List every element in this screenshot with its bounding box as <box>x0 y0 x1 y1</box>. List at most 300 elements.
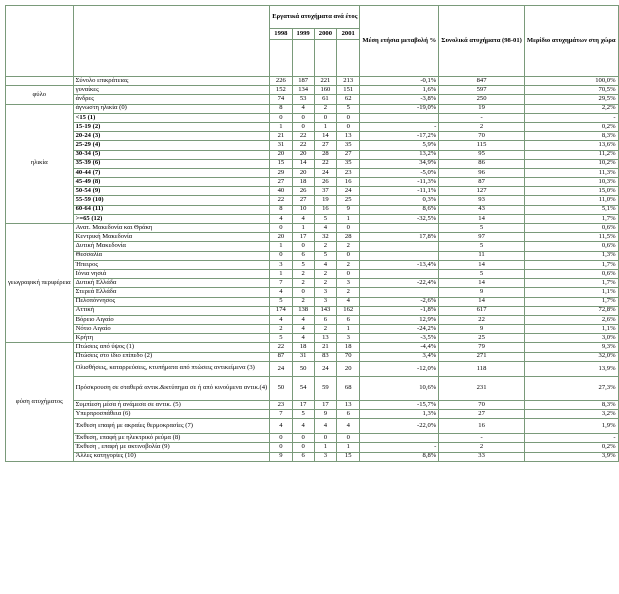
avg-change-value: -5,0% <box>360 168 439 177</box>
row-label: Ανατ. Μακεδονία και Θράκη <box>73 224 270 233</box>
year-value: 2 <box>314 279 336 288</box>
row-label: άγνωστη ηλικία (0) <box>73 104 270 113</box>
table-row <box>6 434 619 443</box>
total-value: 14 <box>439 214 525 223</box>
table-row <box>6 205 619 214</box>
year-value: 0 <box>270 224 292 233</box>
avg-change-value: -2,6% <box>360 297 439 306</box>
year-value: 18 <box>337 343 360 352</box>
year-value: 0 <box>314 434 336 443</box>
year-value: 8 <box>270 104 292 113</box>
share-value: 3,0% <box>524 334 618 343</box>
year-value: 1 <box>337 214 360 223</box>
year-value: 25 <box>337 196 360 205</box>
table-row <box>6 104 619 113</box>
header-year: 1999 <box>292 29 314 40</box>
year-value: 1 <box>270 242 292 251</box>
row-label: 15-19 (2) <box>73 122 270 131</box>
accident-table <box>5 5 619 462</box>
year-value: 7 <box>270 279 292 288</box>
header-year: 1998 <box>270 29 292 40</box>
year-value: 6 <box>292 251 314 260</box>
header-row-1 <box>6 6 619 29</box>
year-value: 22 <box>314 159 336 168</box>
table-row <box>6 452 619 461</box>
year-value: 4 <box>292 419 314 434</box>
table-row <box>6 297 619 306</box>
year-value: 3 <box>314 288 336 297</box>
avg-change-value: 8,8% <box>360 452 439 461</box>
year-value: 87 <box>270 352 292 361</box>
share-value: 2,6% <box>524 315 618 324</box>
avg-change-value: -11,3% <box>360 178 439 187</box>
year-value: 0 <box>337 269 360 278</box>
year-value: 3 <box>337 334 360 343</box>
share-value: 8,3% <box>524 132 618 141</box>
row-label: άνδρες <box>73 95 270 104</box>
year-value: 0 <box>292 288 314 297</box>
year-value: 59 <box>314 376 336 400</box>
year-value: 18 <box>292 343 314 352</box>
table-row <box>6 77 619 86</box>
year-value: 31 <box>270 141 292 150</box>
total-value: 115 <box>439 141 525 150</box>
year-value: 28 <box>314 150 336 159</box>
total-value: 27 <box>439 410 525 419</box>
share-value: 9,3% <box>524 343 618 352</box>
total-value: 97 <box>439 233 525 242</box>
avg-change-value <box>360 434 439 443</box>
total-value: 2 <box>439 122 525 131</box>
header-avg-change: Μέση ετήσια μεταβολή % <box>360 6 439 77</box>
total-value: 2 <box>439 443 525 452</box>
avg-change-value: -17,2% <box>360 132 439 141</box>
year-value: 3 <box>314 297 336 306</box>
year-value: 5 <box>314 251 336 260</box>
year-value: 4 <box>314 224 336 233</box>
share-value: 1,3% <box>524 251 618 260</box>
year-value: 2 <box>314 104 336 113</box>
year-value: 5 <box>292 410 314 419</box>
year-value: 20 <box>292 168 314 177</box>
year-value: 15 <box>270 159 292 168</box>
header-year: 2001 <box>337 29 360 40</box>
table-row <box>6 233 619 242</box>
row-label: Δυτική Μακεδονία <box>73 242 270 251</box>
year-value: 9 <box>270 452 292 461</box>
avg-change-value: -0,1% <box>360 77 439 86</box>
row-label: γυναίκες <box>73 86 270 95</box>
year-value: 23 <box>270 400 292 409</box>
row-label: 25-29 (4) <box>73 141 270 150</box>
year-value: 2 <box>270 325 292 334</box>
table-row <box>6 279 619 288</box>
year-value: 32 <box>314 233 336 242</box>
row-label: Πτώσεις στο ίδιο επίπεδο (2) <box>73 352 270 361</box>
share-value: 70,5% <box>524 86 618 95</box>
year-value: 2 <box>292 297 314 306</box>
total-value: 9 <box>439 325 525 334</box>
avg-change-value <box>360 269 439 278</box>
avg-change-value: -1,8% <box>360 306 439 315</box>
share-value: 11,2% <box>524 150 618 159</box>
category-label: φύλο <box>6 86 74 104</box>
year-value: 27 <box>270 178 292 187</box>
year-value: 35 <box>337 141 360 150</box>
row-label: 40-44 (7) <box>73 168 270 177</box>
year-value: 28 <box>337 233 360 242</box>
year-value: 5 <box>292 260 314 269</box>
year-value: 2 <box>337 260 360 269</box>
table-row <box>6 419 619 434</box>
table-row <box>6 113 619 122</box>
year-value: 1 <box>292 224 314 233</box>
share-value: 27,3% <box>524 376 618 400</box>
year-value: 213 <box>337 77 360 86</box>
year-value: 2 <box>292 269 314 278</box>
row-label: Σύνολο επικράτειας <box>73 77 270 86</box>
share-value: 0,6% <box>524 224 618 233</box>
year-value: 24 <box>314 361 336 376</box>
year-value: 6 <box>292 452 314 461</box>
table-row <box>6 306 619 315</box>
year-value: 143 <box>314 306 336 315</box>
table-row <box>6 269 619 278</box>
total-value: 231 <box>439 376 525 400</box>
year-value: 16 <box>314 205 336 214</box>
year-value: 1 <box>270 122 292 131</box>
year-value: 18 <box>292 178 314 187</box>
header-share: Μερίδιο ατυχημάτων στη χώρα <box>524 6 618 77</box>
year-value: 37 <box>314 187 336 196</box>
avg-change-value: -11,1% <box>360 187 439 196</box>
year-value: 3 <box>337 279 360 288</box>
total-value: 87 <box>439 178 525 187</box>
year-value: 31 <box>292 352 314 361</box>
share-value: 1,9% <box>524 419 618 434</box>
year-value: 22 <box>270 196 292 205</box>
year-value: 0 <box>292 113 314 122</box>
year-value: 68 <box>337 376 360 400</box>
year-value: 0 <box>337 122 360 131</box>
row-label: Θεσσαλία <box>73 251 270 260</box>
year-value: 4 <box>314 260 336 269</box>
table-row <box>6 196 619 205</box>
year-value: 226 <box>270 77 292 86</box>
year-value: 0 <box>270 443 292 452</box>
year-value: 2 <box>314 325 336 334</box>
avg-change-value: -13,4% <box>360 260 439 269</box>
table-row <box>6 288 619 297</box>
year-value: 6 <box>337 315 360 324</box>
year-value: 22 <box>292 141 314 150</box>
year-value: 4 <box>270 288 292 297</box>
year-value: 13 <box>337 132 360 141</box>
row-label: <15 (1) <box>73 113 270 122</box>
total-value: - <box>439 434 525 443</box>
year-value: 0 <box>292 122 314 131</box>
total-value: 118 <box>439 361 525 376</box>
year-value: 162 <box>337 306 360 315</box>
year-value: 174 <box>270 306 292 315</box>
row-label: Πτώσεις από ύψος (1) <box>73 343 270 352</box>
year-value: 9 <box>314 410 336 419</box>
year-value: 221 <box>314 77 336 86</box>
year-value: 4 <box>292 104 314 113</box>
share-value: 11,3% <box>524 168 618 177</box>
year-value: 4 <box>270 214 292 223</box>
avg-change-value: 1,6% <box>360 86 439 95</box>
table-row <box>6 224 619 233</box>
total-value: 847 <box>439 77 525 86</box>
table-row <box>6 178 619 187</box>
total-value: 95 <box>439 150 525 159</box>
year-value: 17 <box>292 400 314 409</box>
category-label: ηλικία <box>6 104 74 223</box>
table-row <box>6 352 619 361</box>
total-value: 86 <box>439 159 525 168</box>
avg-change-value: -24,2% <box>360 325 439 334</box>
table-row <box>6 168 619 177</box>
avg-change-value: 0,3% <box>360 196 439 205</box>
row-label: 55-59 (10) <box>73 196 270 205</box>
year-value: 7 <box>270 410 292 419</box>
table-row <box>6 95 619 104</box>
avg-change-value: -4,4% <box>360 343 439 352</box>
total-value: 271 <box>439 352 525 361</box>
share-value: 1,7% <box>524 297 618 306</box>
share-value: 8,3% <box>524 400 618 409</box>
avg-change-value: 13,2% <box>360 150 439 159</box>
row-label: Νότιο Αιγαίο <box>73 325 270 334</box>
total-value: 22 <box>439 315 525 324</box>
year-value: 4 <box>337 419 360 434</box>
row-label: Έκθεση, επαφή με ηλεκτρικό ρεύμα (8) <box>73 434 270 443</box>
total-value: 43 <box>439 205 525 214</box>
avg-change-value: 12,9% <box>360 315 439 324</box>
year-value: 6 <box>337 410 360 419</box>
row-label: Στερεά Ελλάδα <box>73 288 270 297</box>
total-value: 9 <box>439 288 525 297</box>
avg-change-value: 10,6% <box>360 376 439 400</box>
year-value: 15 <box>337 452 360 461</box>
share-value: - <box>524 434 618 443</box>
table-row <box>6 325 619 334</box>
row-label: Άλλες κατηγορίες (10) <box>73 452 270 461</box>
category-label <box>6 77 74 86</box>
year-value: 1 <box>337 443 360 452</box>
year-value: 54 <box>292 376 314 400</box>
share-value: 32,0% <box>524 352 618 361</box>
year-value: 5 <box>314 214 336 223</box>
year-value: 0 <box>270 113 292 122</box>
avg-change-value: - <box>360 122 439 131</box>
year-value: 20 <box>292 150 314 159</box>
year-value: 0 <box>337 113 360 122</box>
row-label: Ολισθήσεις, καταρρεύσεις, κτυπήματα από πτώσεις αντικείμενα (3) <box>73 361 270 376</box>
year-value: 1 <box>314 443 336 452</box>
share-value: 1,1% <box>524 325 618 334</box>
year-value: 4 <box>292 315 314 324</box>
year-value: 1 <box>314 122 336 131</box>
total-value: 33 <box>439 452 525 461</box>
row-label: Ιόνια νησιά <box>73 269 270 278</box>
table-row <box>6 150 619 159</box>
category-label: φύση ατυχήματος <box>6 343 74 461</box>
share-value: 2,2% <box>524 104 618 113</box>
year-value: 70 <box>337 352 360 361</box>
year-value: 21 <box>314 343 336 352</box>
avg-change-value: -3,8% <box>360 95 439 104</box>
avg-change-value: 1,3% <box>360 410 439 419</box>
row-label: Κρήτη <box>73 334 270 343</box>
year-value: 50 <box>270 376 292 400</box>
row-label: Έκθεση επαφή με ακραίες θερμοκρασίες (7) <box>73 419 270 434</box>
year-value: 4 <box>314 419 336 434</box>
share-value: 5,1% <box>524 205 618 214</box>
row-label: Ήπειρος <box>73 260 270 269</box>
row-label: 30-34 (5) <box>73 150 270 159</box>
year-value: 24 <box>314 168 336 177</box>
year-value: 0 <box>292 443 314 452</box>
year-value: 1 <box>337 325 360 334</box>
year-value: 14 <box>292 159 314 168</box>
total-value: 14 <box>439 297 525 306</box>
avg-change-value: -32,5% <box>360 214 439 223</box>
year-value: 3 <box>270 260 292 269</box>
year-value: 4 <box>292 334 314 343</box>
year-value: 160 <box>314 86 336 95</box>
avg-change-value: -15,7% <box>360 400 439 409</box>
share-value: 11,0% <box>524 196 618 205</box>
row-label: 60-64 (11) <box>73 205 270 214</box>
year-value: 4 <box>337 297 360 306</box>
share-value: 0,6% <box>524 269 618 278</box>
total-value: 5 <box>439 269 525 278</box>
year-value: 2 <box>314 242 336 251</box>
row-label: 20-24 (3) <box>73 132 270 141</box>
table-row <box>6 242 619 251</box>
table-row <box>6 361 619 376</box>
row-label: Πρόσκρουση σε σταθερά αντικ.&κτύπημα σε ή από κινούμενα αντικ.(4) <box>73 376 270 400</box>
year-value: 16 <box>337 178 360 187</box>
spreadsheet <box>5 5 619 462</box>
header-total: Συνολικά ατυχήματα (98-01) <box>439 6 525 77</box>
total-value: - <box>439 113 525 122</box>
table-row <box>6 141 619 150</box>
avg-change-value: 34,9% <box>360 159 439 168</box>
year-value: 5 <box>270 334 292 343</box>
year-value: 0 <box>270 251 292 260</box>
avg-change-value: 3,4% <box>360 352 439 361</box>
year-value: 4 <box>270 419 292 434</box>
year-value: 26 <box>314 178 336 187</box>
avg-change-value <box>360 224 439 233</box>
table-row <box>6 132 619 141</box>
table-row <box>6 187 619 196</box>
year-value: 0 <box>292 434 314 443</box>
share-value: 13,9% <box>524 361 618 376</box>
year-value: 2 <box>314 269 336 278</box>
year-value: 1 <box>270 269 292 278</box>
header-group-title: Εργατικά ατυχήματα ανά έτος <box>270 6 360 29</box>
table-row <box>6 443 619 452</box>
share-value: 0,6% <box>524 242 618 251</box>
total-value: 19 <box>439 104 525 113</box>
avg-change-value <box>360 251 439 260</box>
year-value: 20 <box>270 233 292 242</box>
year-value: 27 <box>337 150 360 159</box>
share-value: 3,9% <box>524 452 618 461</box>
header-year: 2000 <box>314 29 336 40</box>
total-value: 127 <box>439 187 525 196</box>
year-value: 0 <box>337 434 360 443</box>
year-value: 35 <box>337 159 360 168</box>
year-value: 24 <box>270 361 292 376</box>
row-label: Συμπίεση μέσα ή ανάμεσα σε αντικ. (5) <box>73 400 270 409</box>
year-value: 27 <box>314 141 336 150</box>
total-value: 70 <box>439 400 525 409</box>
year-value: 19 <box>314 196 336 205</box>
year-value: 22 <box>270 343 292 352</box>
row-label: Βόρειο Αιγαίο <box>73 315 270 324</box>
row-label: Πελοπόννησος <box>73 297 270 306</box>
share-value: 15,0% <box>524 187 618 196</box>
year-value: 20 <box>270 150 292 159</box>
row-label: 50-54 (9) <box>73 187 270 196</box>
share-value: 3,2% <box>524 410 618 419</box>
year-value: 5 <box>270 297 292 306</box>
year-value: 24 <box>337 187 360 196</box>
year-value: 40 <box>270 187 292 196</box>
year-value: 13 <box>314 334 336 343</box>
year-value: 9 <box>337 205 360 214</box>
year-value: 26 <box>292 187 314 196</box>
year-value: 14 <box>314 132 336 141</box>
total-value: 96 <box>439 168 525 177</box>
header-empty-label <box>73 6 270 77</box>
avg-change-value: 17,8% <box>360 233 439 242</box>
year-value: 4 <box>292 325 314 334</box>
avg-change-value: -22,0% <box>360 419 439 434</box>
year-value: 3 <box>314 452 336 461</box>
row-label: Δυτική Ελλάδα <box>73 279 270 288</box>
total-value: 16 <box>439 419 525 434</box>
year-value: 62 <box>337 95 360 104</box>
year-value: 22 <box>292 132 314 141</box>
share-value: 13,6% <box>524 141 618 150</box>
table-row <box>6 159 619 168</box>
row-label: 35-39 (6) <box>73 159 270 168</box>
total-value: 70 <box>439 132 525 141</box>
table-row <box>6 343 619 352</box>
total-value: 617 <box>439 306 525 315</box>
year-value: 2 <box>337 288 360 297</box>
share-value: 1,7% <box>524 260 618 269</box>
year-value: 50 <box>292 361 314 376</box>
share-value: 1,7% <box>524 279 618 288</box>
row-label: Υπερπροσπάθεια (6) <box>73 410 270 419</box>
total-value: 5 <box>439 224 525 233</box>
avg-change-value: -19,0% <box>360 104 439 113</box>
year-value: 2 <box>337 242 360 251</box>
year-value: 20 <box>337 361 360 376</box>
total-value: 79 <box>439 343 525 352</box>
row-label: 45-49 (8) <box>73 178 270 187</box>
table-row <box>6 86 619 95</box>
share-value: 1,1% <box>524 288 618 297</box>
year-value: 4 <box>270 315 292 324</box>
